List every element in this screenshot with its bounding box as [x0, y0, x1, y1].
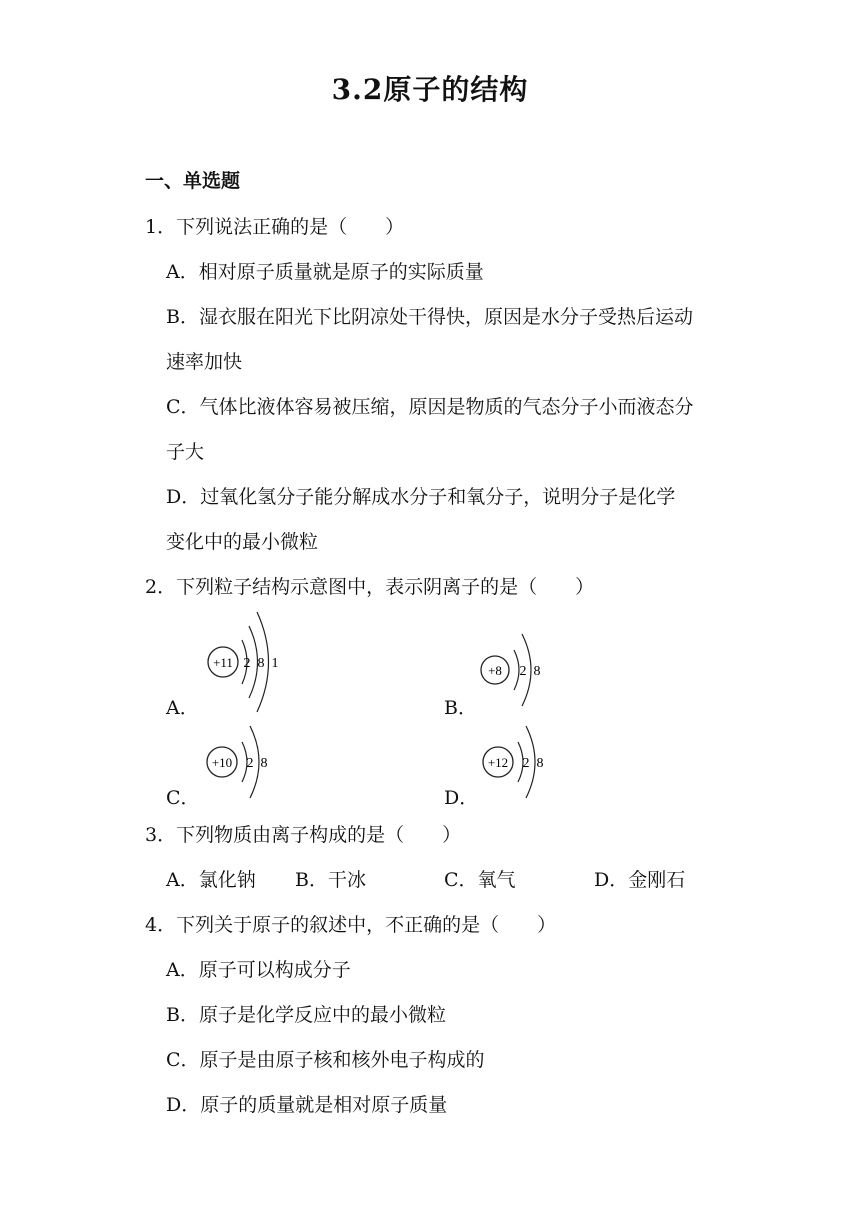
question-2-option-a-label: A．: [166, 697, 199, 719]
question-1-option-d: D．过氧化氢分子能分解成水分子和氧分子，说明分子是化学: [166, 486, 676, 508]
atom-b-nucleus: +8: [488, 663, 502, 678]
question-1-option-b-cont: 速率加快: [166, 351, 243, 373]
atom-c-shell-1: 2: [246, 756, 254, 771]
question-4-option-b: B．原子是化学反应中的最小微粒: [166, 1004, 446, 1026]
question-3-option-a: A．氯化钠: [166, 869, 256, 891]
question-4-option-d: D．原子的质量就是相对原子质量: [166, 1094, 448, 1116]
page-title: 3.2原子的结构: [331, 73, 529, 106]
question-1-option-d-cont: 变化中的最小微粒: [166, 531, 319, 553]
question-4-option-a: A．原子可以构成分子: [166, 959, 351, 981]
question-3-option-d: D．金刚石: [594, 869, 686, 891]
question-1-option-c: C．气体比液体容易被压缩，原因是物质的气态分子小而液态分: [166, 396, 694, 418]
atom-d-shell-1: 2: [522, 756, 530, 771]
question-1-option-c-cont: 子大: [166, 441, 205, 463]
question-2-option-c-label: C．: [166, 787, 200, 809]
atom-b-shell-1: 2: [519, 664, 527, 679]
atom-diagram-b: [478, 628, 548, 712]
question-2-option-b-label: B．: [444, 697, 477, 719]
atom-c-shell-2: 8: [260, 756, 268, 771]
atom-d-nucleus: +12: [487, 755, 509, 770]
question-3-stem: 3．下列物质由离子构成的是（ ）: [145, 824, 462, 846]
question-3-option-b: B．干冰: [295, 869, 366, 891]
question-1-option-b: B．湿衣服在阳光下比阴凉处干得快，原因是水分子受热后运动: [166, 306, 693, 328]
question-3-option-c: C．氧气: [444, 869, 516, 891]
atom-a-shell-1: 2: [243, 656, 251, 671]
atom-b-shell-2: 8: [533, 664, 541, 679]
atom-a-shell-2: 8: [257, 656, 265, 671]
question-2-stem: 2．下列粒子结构示意图中，表示阴离子的是（ ）: [145, 576, 595, 598]
atom-d-shell-2: 8: [536, 756, 544, 771]
question-1-option-a: A．相对原子质量就是原子的实际质量: [166, 261, 484, 283]
atom-diagram-c: [204, 720, 274, 804]
question-2-option-d-label: D．: [444, 787, 479, 809]
question-4-option-c: C．原子是由原子核和核外电子构成的: [166, 1049, 485, 1071]
atom-diagram-a: [204, 610, 288, 714]
atom-a-shell-3: 1: [271, 656, 279, 671]
section-heading: 一、单选题: [145, 170, 241, 192]
question-4-stem: 4．下列关于原子的叙述中，不正确的是（ ）: [145, 914, 557, 936]
question-1-stem: 1．下列说法正确的是（ ）: [145, 216, 405, 238]
atom-c-nucleus: +10: [211, 755, 233, 770]
atom-diagram-d: [480, 720, 550, 804]
atom-a-nucleus: +11: [213, 655, 233, 670]
